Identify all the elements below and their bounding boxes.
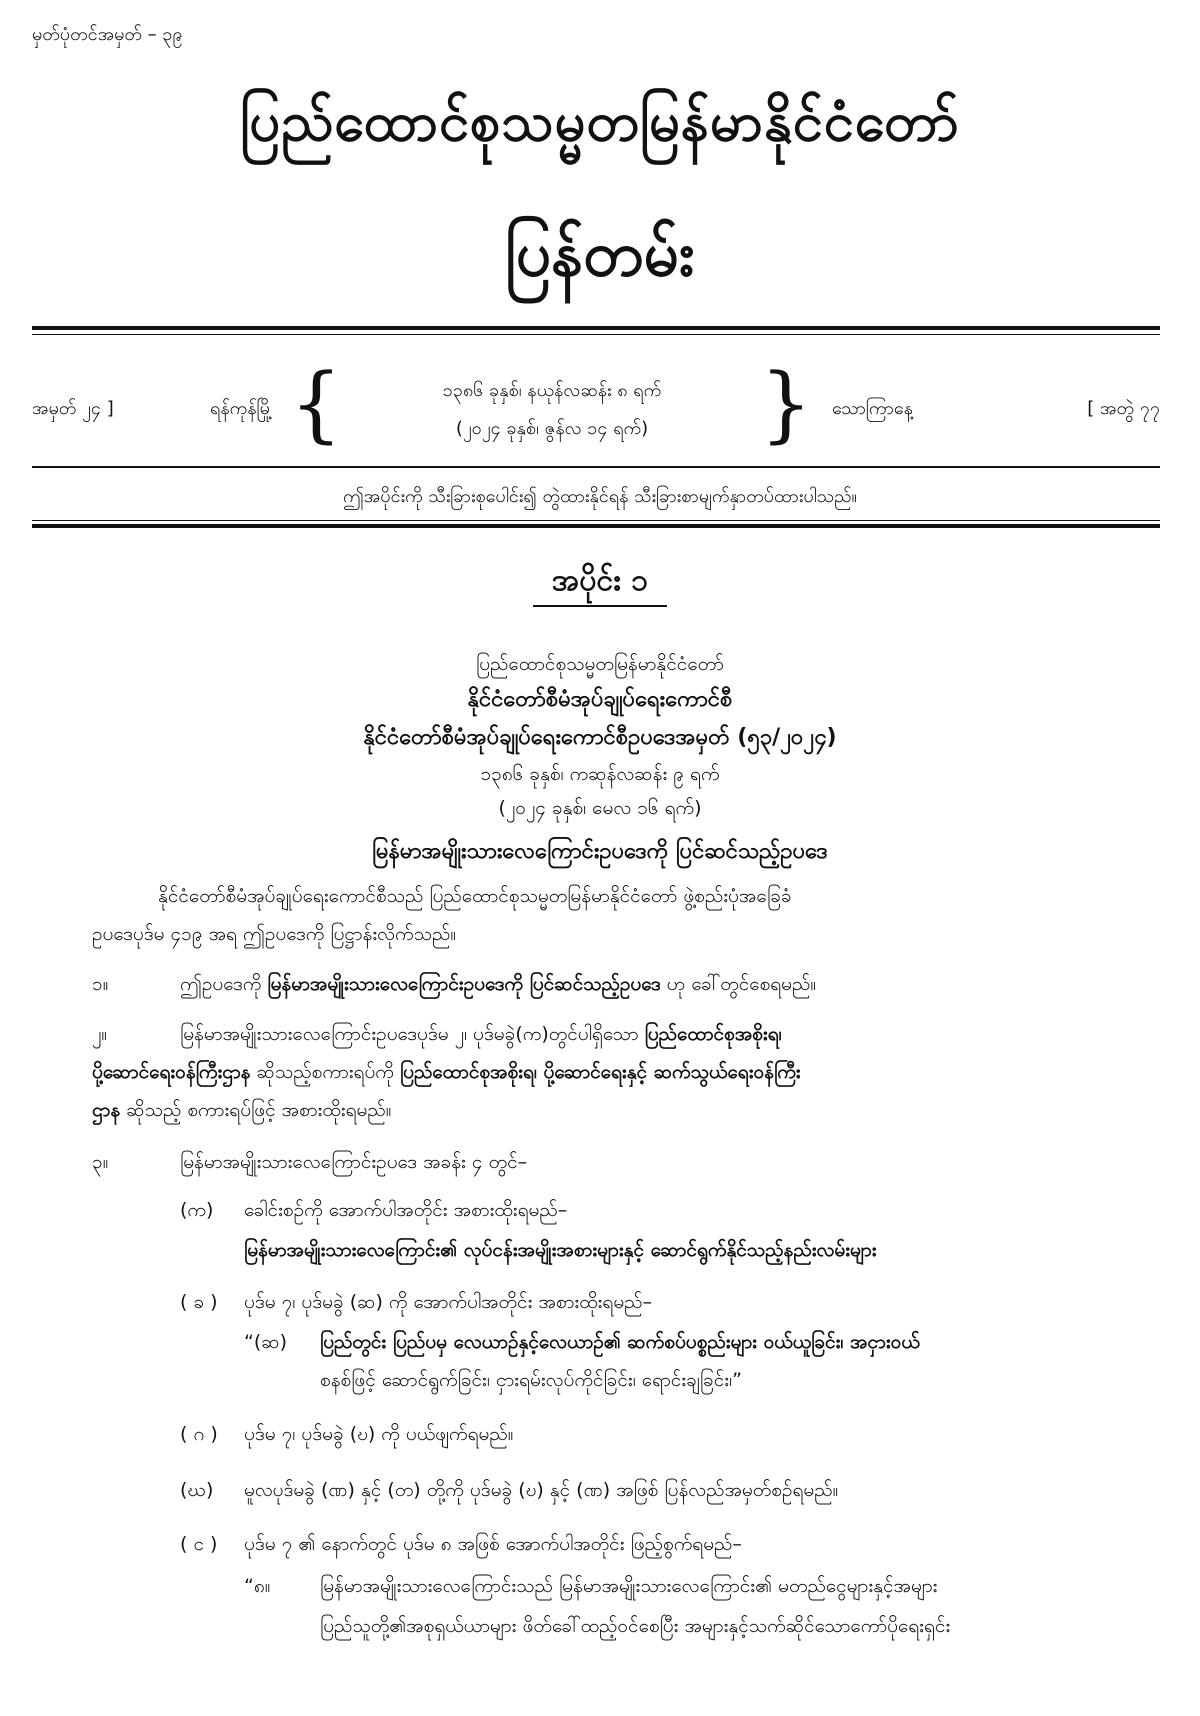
clause-a-label: (က) bbox=[180, 1199, 214, 1221]
top-rule-thin bbox=[32, 334, 1160, 335]
preamble-line-1: နိုင်ငံတော်စီမံအုပ်ချုပ်ရေးကောင်စီသည် ပြည်ထောင်စုသမ္မတမြန်မာနိုင်ငံတော် ဖွဲ့စည်းပုံအခြေခံ bbox=[158, 885, 792, 907]
clause-b-quote-label: “(ဆ) bbox=[244, 1331, 288, 1353]
clause-c-label: ( ဂ ) bbox=[180, 1423, 218, 1445]
clause-e-quote-line-1: မြန်မာအမျိုးသားလေကြောင်းသည် မြန်မာအမျိုးသားလေကြောင်း၏ မတည်ငွေများနှင့်အများ bbox=[320, 1575, 938, 1597]
city: ရန်ကုန်မြို့ bbox=[210, 398, 273, 419]
section-2-line-2: ပို့ဆောင်ရေးဝန်ကြီးဌာန ဆိုသည့်စကားရပ်ကို ပြည်ထောင်စုအစိုးရ၊ ပို့ဆောင်ရေးနှင့် ဆက်သွယ်ရေးဝန်ကြီး bbox=[92, 1061, 801, 1083]
section-2-number: ၂။ bbox=[92, 1023, 108, 1045]
clause-b-quote-line-2: စနစ်ဖြင့် ဆောင်ရွက်ခြင်း၊ ငှားရမ်းလုပ်ကိုင်ခြင်း၊ ရောင်းချခြင်း၊” bbox=[320, 1369, 742, 1391]
masthead-rule bbox=[32, 466, 1160, 468]
date-gregorian: (၂၀၂၄ ခုနှစ်၊ ဇွန်လ ၁၄ ရက်) bbox=[455, 418, 649, 439]
clause-b-label: ( ခ ) bbox=[180, 1291, 218, 1313]
clause-a-text: ခေါင်းစဉ်ကို အောက်ပါအတိုင်း အစားထိုးရမည်– bbox=[244, 1199, 568, 1221]
gazette-title-state: ပြည်ထောင်စုသမ္မတမြန်မာနိုင်ငံတော် bbox=[240, 90, 960, 153]
separate-part-notice: ဤအပိုင်းကို သီးခြားစုပေါင်း၍ တွဲထားနိုင်ရန် သီးခြားစာမျက်နှာတပ်ထားပါသည်။ bbox=[343, 486, 857, 507]
clause-e-label: ( င ) bbox=[180, 1533, 218, 1555]
clause-a-title: မြန်မာအမျိုးသားလေကြောင်း၏ လုပ်ငန်းအမျိုးအစားများနှင့် ဆောင်ရွက်နိုင်သည့်နည်းလမ်းများ bbox=[244, 1239, 877, 1261]
section-2-line-1: မြန်မာအမျိုးသားလေကြောင်းဥပဒေပုဒ်မ ၂၊ ပုဒ်မခွဲ(က)တွင်ပါရှိသော ပြည်ထောင်စုအစိုးရ၊ bbox=[180, 1023, 782, 1045]
clause-b-quote-line-1: ပြည်တွင်း ပြည်ပမှ လေယာဉ်နှင့်လေယာဉ်၏ ဆက်စပ်ပစ္စည်းများ ဝယ်ယူခြင်း၊ အငှားဝယ် bbox=[320, 1331, 920, 1353]
clause-e-text: ပုဒ်မ ၇ ၏ နောက်တွင် ပုဒ်မ ၈ အဖြစ် အောက်ပါအတိုင်း ဖြည့်စွက်ရမည်– bbox=[244, 1533, 742, 1555]
section-3-intro: မြန်မာအမျိုးသားလေကြောင်းဥပဒေ အခန်း ၄ တွင်– bbox=[180, 1151, 528, 1173]
part-underline bbox=[533, 605, 667, 607]
law-number: နိုင်ငံတော်စီမံအုပ်ချုပ်ရေးကောင်စီဥပဒေအမှတ် (၅၃/၂၀၂၄) bbox=[363, 725, 837, 750]
section-1: ဤဥပဒေကို မြန်မာအမျိုးသားလေကြောင်းဥပဒေကို ပြင်ဆင်သည့်ဥပဒေ ဟု ခေါ်တွင်စေရမည်။ bbox=[180, 973, 817, 995]
clause-b-text: ပုဒ်မ ၇၊ ပုဒ်မခွဲ (ဆ) ကို အောက်ပါအတိုင်း အစားထိုးရမည်– bbox=[244, 1291, 653, 1313]
gazette-title: ပြန်တမ်း bbox=[505, 217, 695, 290]
section-2-line-3: ဌာန ဆိုသည့် စကားရပ်ဖြင့် အစားထိုးရမည်။ bbox=[92, 1099, 392, 1121]
law-date-gregorian: (၂၀၂၄ ခုနှစ်၊ မေလ ၁၆ ရက်) bbox=[498, 797, 702, 819]
clause-e-quote-label: “၈။ bbox=[244, 1575, 271, 1597]
clause-d-label: (ဃ) bbox=[180, 1479, 214, 1501]
header-council: နိုင်ငံတော်စီမံအုပ်ချုပ်ရေးကောင်စီ bbox=[467, 687, 733, 712]
notice-rule-thick bbox=[32, 524, 1160, 528]
volume: [ အတွဲ ၇၇ bbox=[1087, 398, 1160, 419]
header-state: ပြည်ထောင်စုသမ္မတမြန်မာနိုင်ငံတော် bbox=[476, 653, 724, 675]
registration-number: မှတ်ပုံတင်အမှတ် – ၃၉ bbox=[32, 24, 183, 45]
weekday: သောကြာနေ့ bbox=[832, 398, 913, 419]
part-heading: အပိုင်း ၁ bbox=[551, 563, 649, 598]
section-1-number: ၁။ bbox=[92, 973, 109, 995]
section-3-number: ၃။ bbox=[92, 1151, 109, 1173]
notice-rule-thin bbox=[32, 520, 1160, 521]
clause-c-text: ပုဒ်မ ၇၊ ပုဒ်မခွဲ (ဎ) ကို ပယ်ဖျက်ရမည်။ bbox=[244, 1423, 514, 1445]
masthead bbox=[32, 357, 1160, 460]
left-brace: { bbox=[290, 357, 343, 452]
law-title: မြန်မာအမျိုးသားလေကြောင်းဥပဒေကို ပြင်ဆင်သည့်ဥပဒေ bbox=[372, 839, 828, 864]
issue-number: အမှတ် ၂၄ ] bbox=[32, 398, 114, 419]
date-myanmar: ၁၃၈၆ ခုနှစ်၊ နယုန်လဆန်း ၈ ရက် bbox=[442, 380, 662, 401]
clause-e-quote-line-2: ပြည်သူတို့၏အစုရှယ်ယာများ ဖိတ်ခေါ်ထည့်ဝင်စေပြီး အများနှင့်သက်ဆိုင်သောကော်ပိုရေးရှင်း bbox=[320, 1615, 951, 1637]
law-date-myanmar: ၁၃၈၆ ခုနှစ်၊ ကဆုန်လဆန်း ၉ ရက် bbox=[480, 763, 720, 785]
top-rule-thick bbox=[32, 326, 1160, 330]
right-brace: } bbox=[760, 357, 813, 452]
preamble-line-2: ဥပဒေပုဒ်မ ၄၁၉ အရ ဤဥပဒေကို ပြဋ္ဌာန်းလိုက်သည်။ bbox=[92, 923, 457, 945]
clause-d-text: မူလပုဒ်မခွဲ (ဏ) နှင့် (တ) တို့ကို ပုဒ်မခွဲ (ဎ) နှင့် (ဏ) အဖြစ် ပြန်လည်အမှတ်စဉ်ရမည်။ bbox=[244, 1479, 839, 1501]
